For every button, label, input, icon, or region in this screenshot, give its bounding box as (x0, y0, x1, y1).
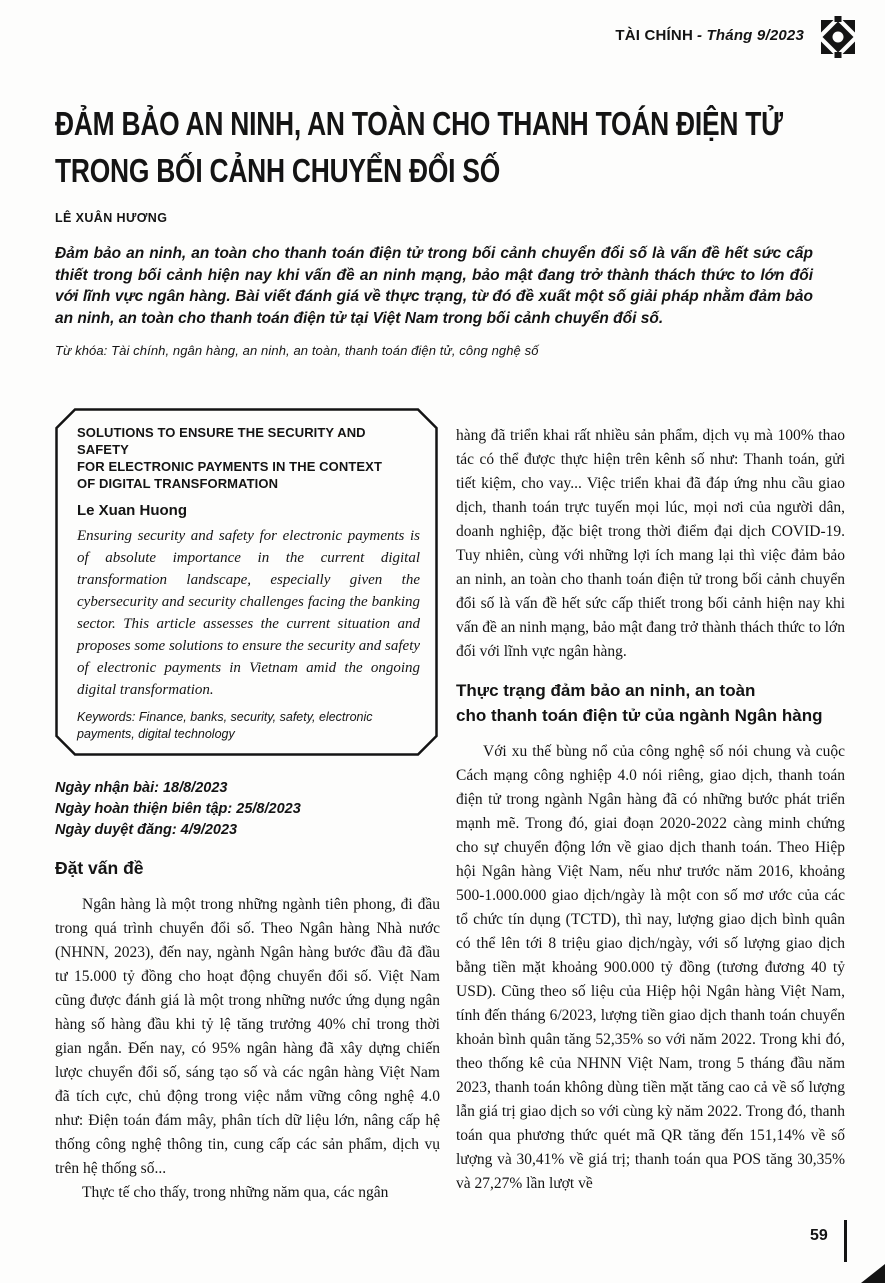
manuscript-dates (55, 778, 440, 841)
abstract-vietnamese: Đảm bảo an ninh, an toàn cho thanh toán điện tử trong bối cảnh chuyển đổi số là vấn đề hết sức cấp thiết trong bối cảnh hiện nay khi vấn đề an ninh mạng, bảo mật đang trở thành thách thức to lớn đối với lĩnh vực ngân hàng. Bài viết đánh giá về thực trạng, từ đó đề xuất một số giải pháp nhằm đảm bảo an ninh, an toàn cho thanh toán điện tử tại Việt Nam trong bối cảnh chuyển đổi số. (55, 245, 813, 327)
english-title-line2: FOR ELECTRONIC PAYMENTS IN THE CONTEXT (77, 459, 382, 474)
english-title-line3: OF DIGITAL TRANSFORMATION (77, 476, 279, 491)
keywords-vietnamese: Từ khóa: Tài chính, ngân hàng, an ninh, an toàn, thanh toán điện tử, công nghệ số (55, 343, 539, 358)
date-received: Ngày nhận bài: 18/8/2023 (55, 780, 228, 796)
article-title (55, 100, 845, 194)
section-heading-current-situation (456, 678, 845, 728)
right-column (456, 408, 845, 1205)
page-header (615, 16, 859, 58)
corner-triangle-icon (861, 1264, 885, 1283)
paragraph-col1-1: Ngân hàng là một trong những ngành tiên phong, đi đầu trong quá trình chuyển đổi số. Theo Ngân hàng Nhà nước (NHNN, 2023), đến nay, ngành Ngân hàng bước đầu đã đầu tư 15.000 tỷ đồng cho hoạt động chuyển đổi số. Việt Nam cũng được đánh giá là một trong những nước ứng dụng ngân hàng số hàng đầu khi tỷ lệ tăng trưởng 40% chỉ trong thời gian ngắn. Đến nay, có 95% ngân hàng đã xây dựng chiến lược chuyển đổi số, sáng tạo số và các ngân hàng Việt Nam đã tích cực, chủ động trong việc nắm vững công nghệ 4.0 như: Điện toán đám mây, phân tích dữ liệu lớn, nâng cấp hệ thống công nghệ thông tin, cung cấp các sản phẩm, dịch vụ trên hệ thống số... (55, 896, 440, 1177)
english-title-line1: SOLUTIONS TO ENSURE THE SECURITY AND SAFETY (77, 425, 366, 457)
paragraph-col1-2: Thực tế cho thấy, trong những năm qua, các ngân (82, 1184, 389, 1201)
section-heading-introduction: Đặt vấn đề (55, 858, 144, 878)
date-accepted: Ngày duyệt đăng: 4/9/2023 (55, 822, 238, 838)
date-revised: Ngày hoàn thiện biên tập: 25/8/2023 (55, 801, 301, 817)
journal-name: TÀI CHÍNH (615, 27, 693, 44)
two-column-body (55, 408, 845, 1205)
author-name: LÊ XUÂN HƯƠNG (55, 211, 168, 225)
journal-emblem-icon (817, 16, 859, 58)
english-author-name: Le Xuan Huong (77, 502, 187, 519)
issue-date: - Tháng 9/2023 (696, 27, 804, 44)
paragraph-col2-1: hàng đã triển khai rất nhiều sản phẩm, dịch vụ mà 100% thao tác có thể được thực hiện trên kênh số như: Thanh toán, gửi tiết kiệm, cho vay... Việc triển khai đã đáp ứng nhu cầu giao dịch, thanh toán trực tuyến mọi lúc, mọi nơi của người dân, doanh nghiệp, đặc biệt trong thời điểm đại dịch COVID-19. Tuy nhiên, cùng với những lợi ích mang lại thì việc đảm bảo an ninh, an toàn cho thanh toán điện tử trong bối cảnh chuyển đổi số là vấn đề hết sức cấp thiết trong bối cảnh hiện nay khi vấn đề an ninh mạng, bảo mật đang trở thành thách thức to lớn đối với lĩnh vực ngân hàng. (456, 427, 845, 660)
article-content (55, 100, 845, 1205)
section2-heading-line1: Thực trạng đảm bảo an ninh, an toàn (456, 681, 756, 700)
paragraph-col2-2: Với xu thế bùng nổ của công nghệ số nói chung và cuộc Cách mạng công nghiệp 4.0 nói riêng, giao dịch, thanh toán điện tử trong ngành Ngân hàng đã có những bước phát triển mạnh mẽ. Trong đó, giai đoạn 2020-2022 càng minh chứng cho sự chuyển động lớn về giao dịch thanh toán. Theo Hiệp hội Ngân hàng Việt Nam, nếu như trước năm 2016, khoảng 500-1.000.000 giao dịch/ngày là một con số mơ ước của các tổ chức tín dụng (TCTD), thì nay, lượng giao dịch bình quân có thể lên tới 8 triệu giao dịch/ngày, với số lượng giao dịch bằng tiền mặt khoảng 900.000 tỷ đồng (tương đương 40 tỷ USD). Cũng theo số liệu của Hiệp hội Ngân hàng Việt Nam, tính đến tháng 6/2023, lượng tiền giao dịch thanh toán chuyển khoản bình quân tăng 52,35% so với năm 2022. Trong khi đó, theo thống kê của NHNN Việt Nam, trong 5 tháng đầu năm 2023, thanh toán không dùng tiền mặt tăng cao cả về số lượng lẫn giá trị giao dịch so với cùng kỳ năm 2022. Trong đó, thanh toán qua phương thức quét mã QR tăng đến 151,14% về số lượng và 30,41% về giá trị; thanh toán qua POS tăng 30,35% và 27,27% lần lượt về (456, 743, 845, 1192)
left-column (55, 408, 440, 1205)
article-title-line2: TRONG BỐI CẢNH CHUYỂN ĐỔI SỐ (55, 152, 501, 189)
english-keywords: Keywords: Finance, banks, security, safety, electronic payments, digital technology (77, 710, 373, 741)
page-number-divider (844, 1220, 847, 1262)
page-number: 59 (810, 1227, 828, 1244)
section2-heading-line2: cho thanh toán điện tử của ngành Ngân hàng (456, 706, 823, 725)
journal-header-text (615, 16, 804, 44)
english-abstract-text: Ensuring security and safety for electronic payments is of absolute importance in the current digital transformation landscape, especially given the cybersecurity and security challenges facing the banking sector. This article assesses the current situation and proposes some solutions to ensure the security and safety of electronic payments in Vietnam amid the ongoing digital transformation. (77, 528, 421, 698)
english-abstract-box (55, 408, 438, 756)
article-title-line1: ĐẢM BẢO AN NINH, AN TOÀN CHO THANH TOÁN ĐIỆN TỬ (55, 105, 783, 142)
abstract-box-border (55, 408, 438, 756)
